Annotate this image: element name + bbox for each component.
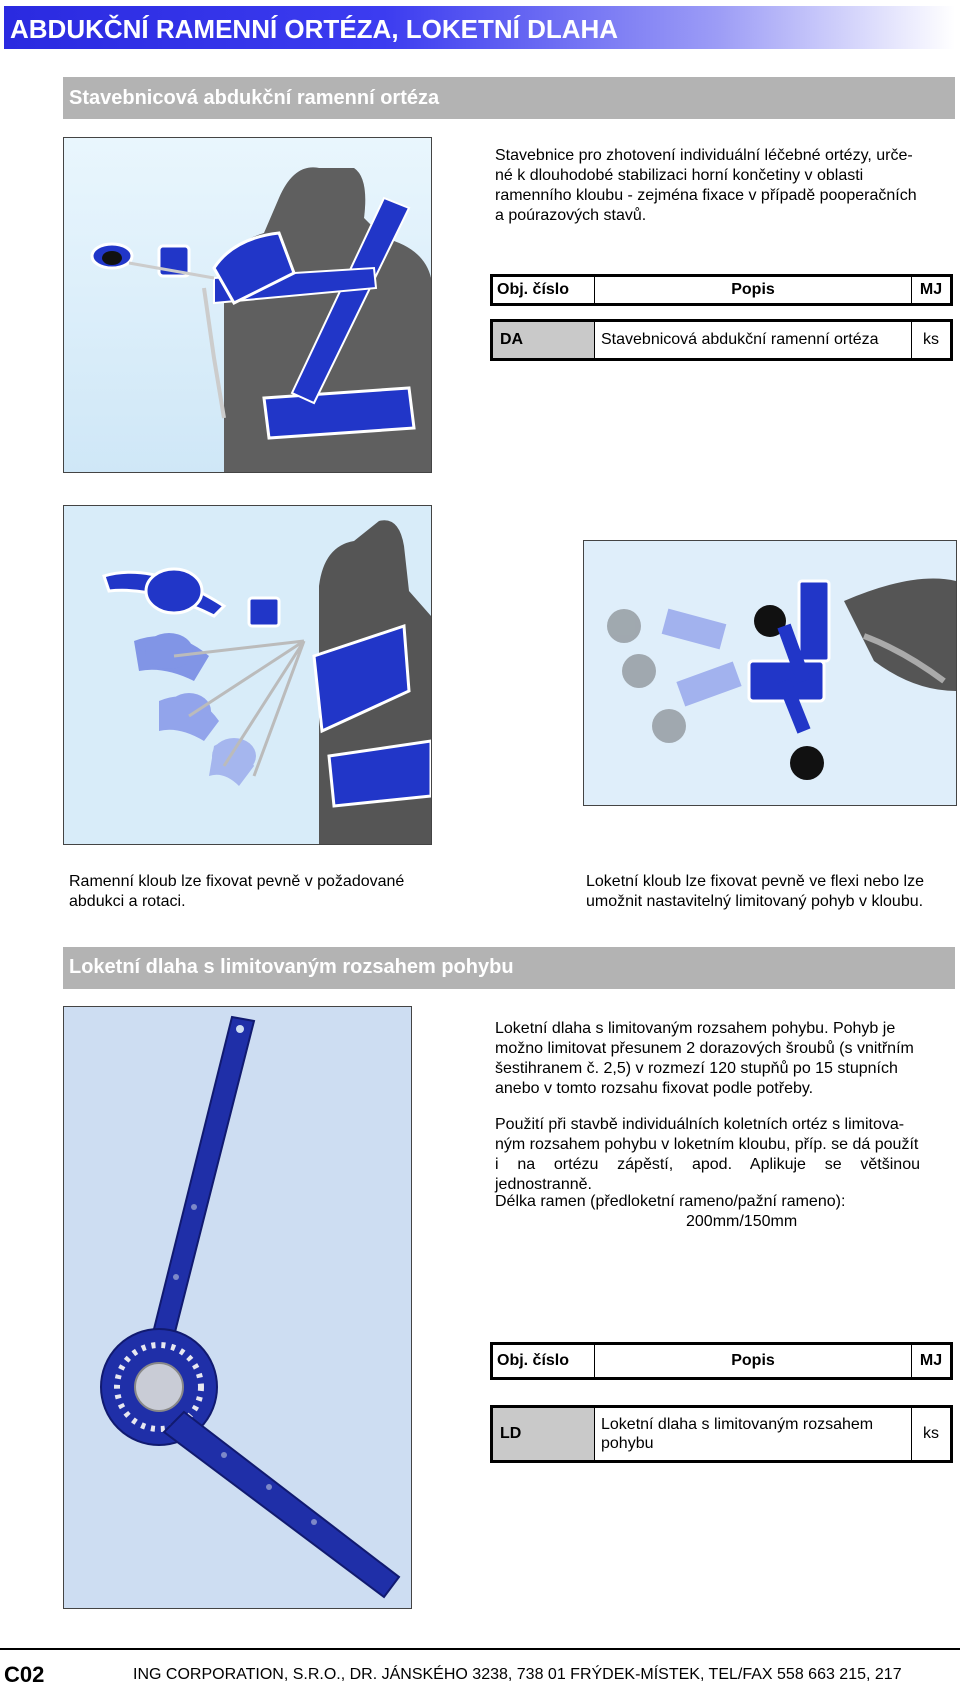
row-code: DA <box>493 322 594 358</box>
shoulder-orthosis-photo <box>63 137 432 473</box>
elbow-range-photo <box>583 540 957 806</box>
abduction-range-photo <box>63 505 432 845</box>
caption-elbow: Loketní kloub lze fixovat pevně ve flexi nebo lze umožnit nastavitelný limitovaný pohyb v kloubu. <box>586 873 924 910</box>
row-desc: Stavebnicová abdukční ramenní ortéza <box>594 322 911 358</box>
section-heading-elbow-splint: Loketní dlaha s limitovaným rozsahem pohybu <box>69 956 514 978</box>
shoulder-description: Stavebnice pro zhotovení individuální léčebné ortézy, urče- né k dlouhodobé stabilizaci horní končetiny v oblasti ramenního kloubu - zejména fixace v případě pooperačních a poúrazových stavů. <box>495 147 917 224</box>
page-code: C02 <box>4 1662 45 1687</box>
header-code: Obj. číslo <box>497 281 570 298</box>
row-unit: ks <box>911 322 950 358</box>
elbow-splint-usage: Použití při stavbě individuálních koletních ortéz s limitova- ným rozsahem pohybu v loketním kloubu, příp. se dá použít i na ortézu zápěstí, apod. Aplikuje se většinou jednostranně. <box>495 1116 920 1193</box>
caption-shoulder: Ramenní kloub lze fixovat pevně v požadované abdukci a rotaci. <box>69 873 405 910</box>
elbow-splint-photo <box>63 1006 412 1609</box>
arm-length-label: Délka ramen (předloketní rameno/pažní rameno): <box>495 1193 846 1210</box>
row-code: LD <box>493 1408 594 1460</box>
row-desc: Loketní dlaha s limitovaným rozsahem pohybu <box>594 1408 911 1460</box>
table-header-shoulder <box>490 274 953 306</box>
header-unit: MJ <box>911 1345 950 1377</box>
header-desc: Popis <box>594 277 911 303</box>
table-row <box>490 319 953 361</box>
table-row <box>490 1405 953 1463</box>
arm-length-value: 200mm/150mm <box>686 1213 798 1230</box>
footer-contact: ING CORPORATION, S.R.O., DR. JÁNSKÉHO 3238, 738 01 FRÝDEK-MÍSTEK, TEL/FAX 558 663 215, 217 <box>133 1666 902 1683</box>
header-code: Obj. číslo <box>497 1352 570 1369</box>
header-unit: MJ <box>911 277 950 303</box>
elbow-splint-description: Loketní dlaha s limitovaným rozsahem pohybu. Pohyb je možno limitovat přesunem 2 dorazových šroubů (s vnitřním šestihranem č. 2,5) v rozmezí 120 stupňů po 15 stupních anebo v tomto rozsahu fixovat podle potřeby. <box>495 1020 914 1097</box>
header-desc: Popis <box>594 1345 911 1377</box>
footer-divider <box>0 1648 960 1650</box>
table-header-elbow-splint <box>490 1342 953 1380</box>
row-unit: ks <box>911 1408 950 1460</box>
page-title: ABDUKČNÍ RAMENNÍ ORTÉZA, LOKETNÍ DLAHA <box>10 14 619 44</box>
section-heading-shoulder: Stavebnicová abdukční ramenní ortéza <box>69 87 440 109</box>
